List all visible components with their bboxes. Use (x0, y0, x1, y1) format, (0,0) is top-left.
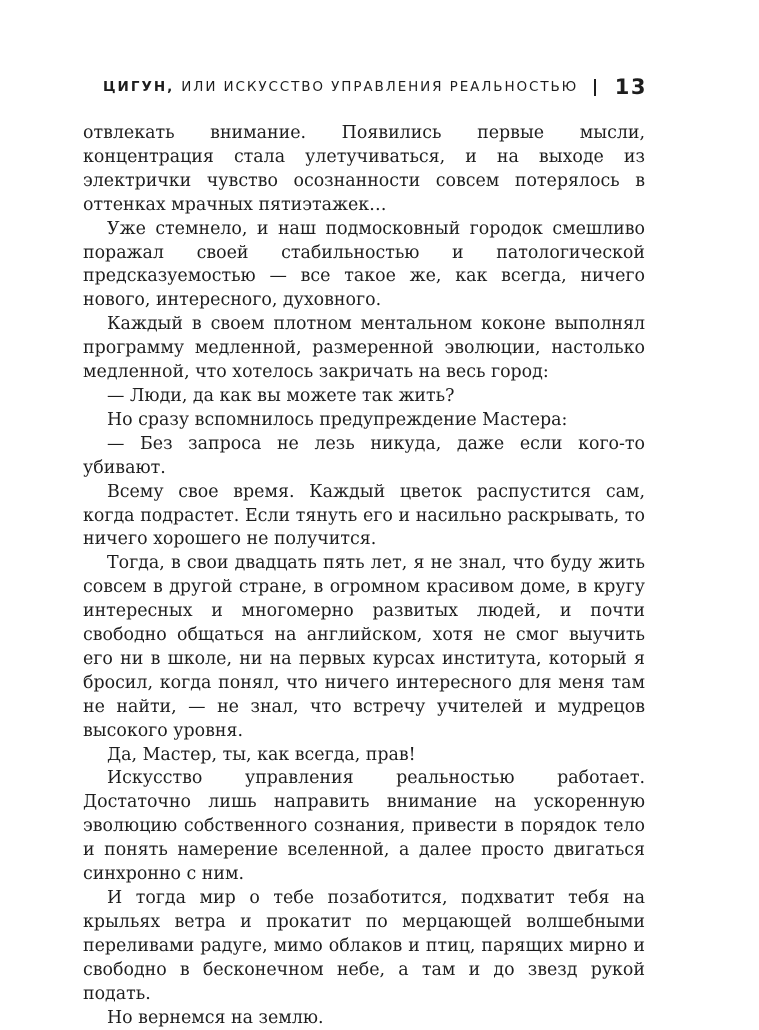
paragraph: Тогда, в свои двадцать пять лет, я не знал, что буду жить совсем в другой стране, в огромном красивом доме, в кругу интересных и многомерно развитых людей, и почти свободно общаться на английском, хотя не смог выучить его ни в школе, ни на первых курсах института, который я бросил, когда понял, что ничего интересного для меня там не найти, — не знал, что встречу учителей и мудрецов высокого уровня. (83, 553, 645, 741)
header-separator (594, 79, 596, 96)
page-number: 13 (614, 75, 647, 99)
paragraph: Уже стемнело, и наш подмосковный городок смешливо поражал своей стабильностью и патологической предсказуемостью — все такое же, как всегда, ничего нового, интересного, духовного. (83, 218, 645, 311)
running-header-title: ИЛИ ИСКУССТВО УПРАВЛЕНИЯ РЕАЛЬНОСТЬЮ (181, 79, 579, 95)
paragraph: Каждый в своем плотном ментальном коконе выполнял программу медленной, размеренной эволюции, настолько медленной, что хотелось закричать на весь город: (83, 314, 645, 383)
body-text (83, 122, 645, 1030)
paragraph: Да, Мастер, ты, как всегда, прав! (107, 744, 416, 765)
paragraph: Но вернемся на землю. (107, 1007, 324, 1028)
paragraph: И тогда мир о тебе позаботится, подхватит тебя на крыльях ветра и прокатит по мерцающей волшебными переливами радуге, мимо облаков и птиц, парящих мирно и свободно в бесконечном небе, а там и до звезд рукой подать. (83, 888, 645, 1004)
dialogue-line: — Без запроса не лезь никуда, даже если кого-то убивают. (83, 433, 645, 478)
paragraph: Всему свое время. Каждый цветок распустится сам, когда подрастет. Если тянуть его и насильно раскрывать, то ничего хорошего не получится. (83, 481, 645, 550)
paragraph: отвлекать внимание. Появились первые мысли, концентрация стала улетучиваться, и на выходе из электрички чувство осознанности совсем потерялось в оттенках мрачных пятиэтажек… (83, 123, 645, 215)
running-header-title-bold: ЦИГУН, (103, 79, 175, 95)
paragraph: Но сразу вспомнилось предупреждение Мастера: (107, 409, 568, 430)
running-header (103, 74, 647, 100)
paragraph: Искусство управления реальностью работает. Достаточно лишь направить внимание на ускоренную эволюцию собственного сознания, привести в порядок тело и понять намерение вселенной, а далее просто двигаться синхронно с ним. (83, 768, 645, 885)
dialogue-line: — Люди, да как вы можете так жить? (107, 385, 455, 406)
